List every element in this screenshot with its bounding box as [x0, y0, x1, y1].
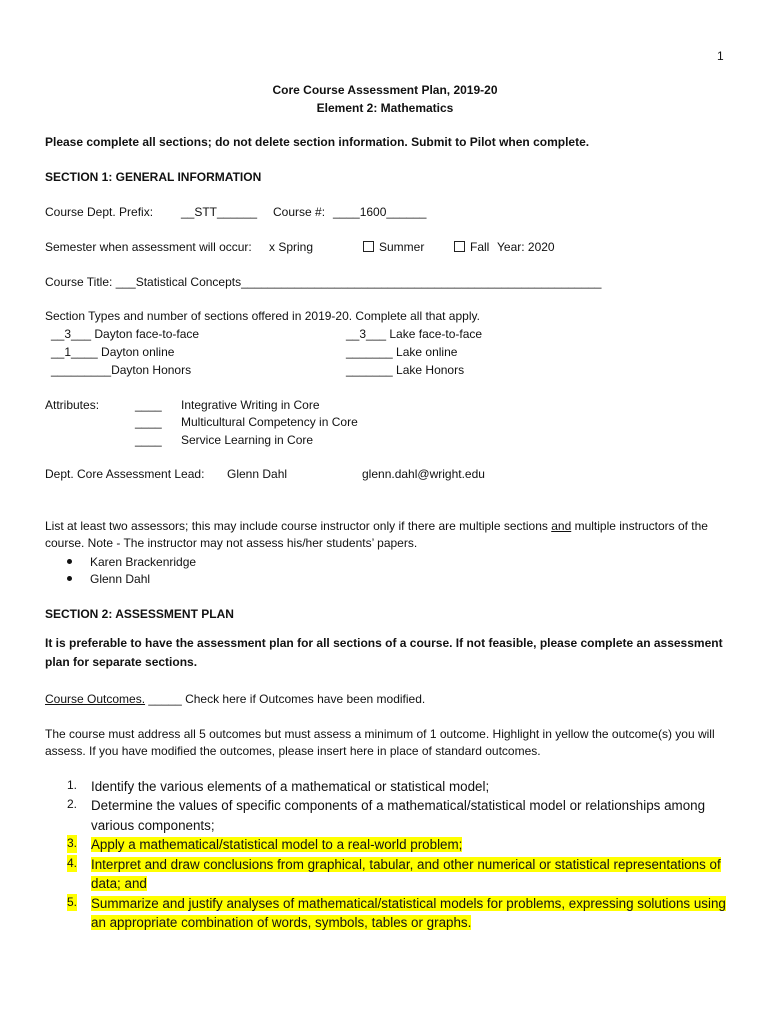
document-title: Core Course Assessment Plan, 2019-20 [272, 83, 498, 97]
section2-heading: SECTION 2: ASSESSMENT PLAN [45, 607, 234, 621]
attribute-blank[interactable]: ____ [135, 415, 162, 429]
attribute-blank[interactable]: ____ [135, 398, 162, 412]
page-number: 1 [717, 49, 724, 63]
semester-fall[interactable] [454, 239, 489, 256]
outcome-number: 1. [67, 778, 78, 792]
section-types-label: Section Types and number of sections offered in 2019-20. Complete all that apply. [45, 309, 480, 323]
assessment-lead-label: Dept. Core Assessment Lead: [45, 467, 205, 481]
outcome-item-highlighted [67, 835, 727, 854]
attribute-blank[interactable]: ____ [135, 433, 162, 447]
assessment-year[interactable]: Year: 2020 [497, 240, 555, 254]
dayton-face-to-face[interactable]: __3___ Dayton face-to-face [51, 327, 200, 341]
assessors-and: and [551, 519, 572, 533]
outcome-number: 5. [67, 894, 77, 911]
assessors-instructions [45, 518, 735, 553]
assessor-name: Karen Brackenridge [90, 555, 197, 569]
lake-online[interactable]: _______ Lake online [346, 345, 458, 359]
outcome-text: Apply a mathematical/statistical model to a real-world problem; [91, 837, 463, 853]
outcome-item [67, 777, 727, 796]
bullet-icon [67, 559, 72, 564]
course-number-label: Course #: [273, 205, 326, 219]
outcomes-list [67, 777, 727, 933]
course-outcomes-row [45, 691, 425, 708]
checkbox-icon[interactable] [363, 241, 374, 252]
dayton-online[interactable]: __1____ Dayton online [51, 345, 175, 359]
section1-heading: SECTION 1: GENERAL INFORMATION [45, 170, 262, 184]
bullet-icon [67, 576, 72, 581]
outcome-item-highlighted [67, 855, 727, 894]
assessment-lead-name: Glenn Dahl [227, 467, 288, 481]
outcomes-modified-check[interactable]: _____ Check here if Outcomes have been modified. [145, 692, 426, 706]
assessment-lead-email[interactable]: glenn.dahl@wright.edu [362, 467, 485, 481]
outcome-text: Identify the various elements of a mathematical or statistical model; [91, 779, 490, 794]
outcome-number: 4. [67, 855, 77, 872]
prefix-label: Course Dept. Prefix: [45, 205, 154, 219]
outcome-text: Summarize and justify analyses of mathematical/statistical models for problems, expressing solutions using an appropriate combination of words, symbols, tables or graphs. [91, 895, 726, 931]
outcomes-list-container [67, 777, 727, 933]
assessors-text-after: multiple instructors of the course. Note - The instructor may not assess his/her students’ papers. [45, 519, 708, 551]
course-number-value[interactable]: ____1600______ [333, 205, 427, 219]
attributes-label: Attributes: [45, 398, 100, 412]
outcome-item [67, 796, 727, 835]
outcomes-note: The course must address all 5 outcomes but must assess a minimum of 1 outcome. Highlight in yellow the outcome(s) you will assess. If you have modified the outcomes, please insert here in place of standard outcomes. [45, 727, 715, 759]
attribute-label: Service Learning in Core [181, 433, 314, 447]
assessor-name: Glenn Dahl [90, 572, 151, 586]
outcome-text: Determine the values of specific components of a mathematical/statistical model or relationships among various components; [91, 798, 706, 833]
course-outcomes-label: Course Outcomes. [45, 692, 146, 706]
outcome-number: 3. [67, 835, 77, 852]
lake-honors[interactable]: _______ Lake Honors [346, 363, 465, 377]
outcome-item-highlighted [67, 894, 727, 933]
semester-summer[interactable] [363, 239, 424, 256]
assessor-item [67, 554, 196, 571]
document-subtitle: Element 2: Mathematics [316, 101, 454, 115]
assessment-preference: It is preferable to have the assessment plan for all sections of a course. If not feasible, please complete an assessment plan for separate sections. [45, 636, 723, 670]
course-title-field[interactable]: Course Title: ___Statistical Concepts______________________________________________________ [45, 275, 602, 289]
checkbox-icon[interactable] [454, 241, 465, 252]
attribute-label: Multicultural Competency in Core [181, 415, 358, 429]
assessors-text: List at least two assessors; this may include course instructor only if there are multiple sections [45, 519, 552, 533]
assessor-item [67, 571, 150, 588]
outcome-text: Interpret and draw conclusions from graphical, tabular, and other numerical or statistical representations of data; and [91, 856, 721, 892]
semester-spring[interactable]: x Spring [269, 240, 314, 254]
semester-label: Semester when assessment will occur: [45, 240, 252, 254]
instructions: Please complete all sections; do not delete section information. Submit to Pilot when complete. [45, 135, 590, 149]
prefix-value[interactable]: __STT______ [181, 205, 258, 219]
lake-face-to-face[interactable]: __3___ Lake face-to-face [346, 327, 483, 341]
fall-label: Fall [470, 240, 490, 254]
attribute-label: Integrative Writing in Core [181, 398, 320, 412]
dayton-honors[interactable]: _________Dayton Honors [51, 363, 192, 377]
outcome-number: 2. [67, 797, 78, 812]
summer-label: Summer [379, 240, 425, 254]
